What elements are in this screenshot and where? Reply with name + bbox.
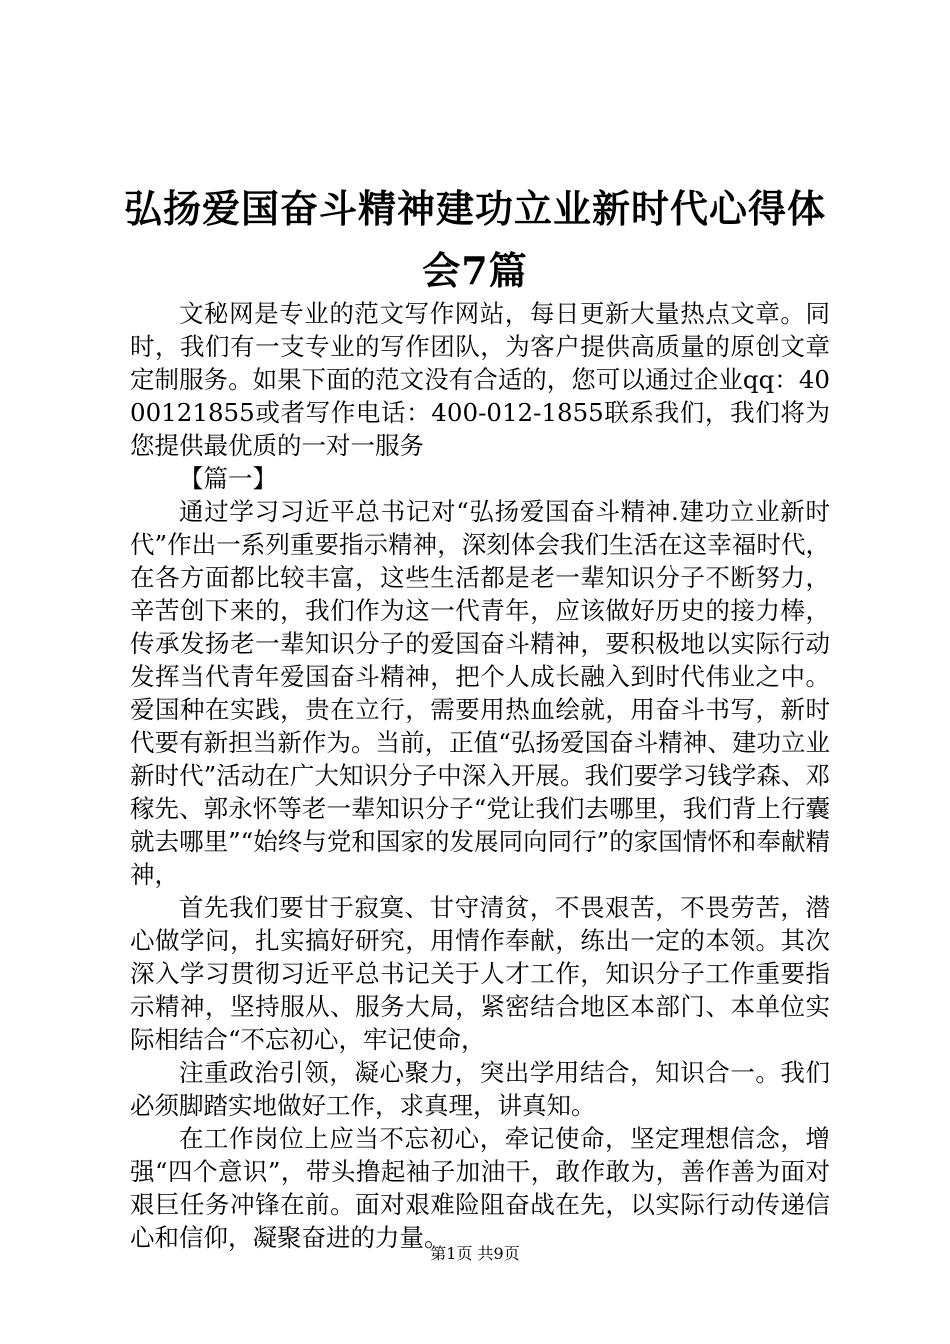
document-body bbox=[130, 297, 830, 1254]
intro-paragraph: 文秘网是专业的范文写作网站，每日更新大量热点文章。同时，我们有一支专业的写作团队，为客户提供高质量的原创文章定制服务。如果下面的范文没有合适的，您可以通过企业qq：4000121855或者写作电话：400-012-1855联系我们，我们将为您提供最优质的一对一服务 bbox=[130, 299, 830, 460]
page-number-footer: 第1页 共9页 bbox=[430, 1244, 520, 1263]
body-paragraph: 注重政治引领，凝心聚力，突出学用结合，知识合一。我们必须脚踏实地做好工作，求真理，讲真知。 bbox=[130, 1058, 830, 1120]
body-paragraph: 首先我们要甘于寂寞、甘守清贫，不畏艰苦，不畏劳苦，潜心做学问，扎实搞好研究，用情作奉献，练出一定的本领。其次深入学习贯彻习近平总书记关于人才工作，知识分子工作重要指示精神，坚持服从、服务大局，紧密结合地区本部门、本单位实际相结合“不忘初心，牢记使命， bbox=[130, 893, 830, 1054]
body-paragraph: 通过学习习近平总书记对“弘扬爱国奋斗精神.建功立业新时代”作出一系列重要指示精神，深刻体会我们生活在这幸福时代，在各方面都比较丰富，这些生活都是老一辈知识分子不断努力，辛苦创下来的，我们作为这一代青年，应该做好历史的接力棒，传承发扬老一辈知识分子的爱国奋斗精神，要积极地以实际行动发挥当代青年爱国奋斗精神，把个人成长融入到时代伟业之中。爱国种在实践，贵在立行，需要用热血绘就，用奋斗书写，新时代要有新担当新作为。当前，正值“弘扬爱国奋斗精神、建功立业新时代”活动在广大知识分子中深入开展。我们要学习钱学森、邓稼先、郭永怀等老一辈知识分子“党让我们去哪里，我们背上行囊就去哪里”“始终与党和国家的发展同向同行”的家国情怀和奉献精神， bbox=[130, 497, 830, 889]
document-title: 弘扬爱国奋斗精神建功立业新时代心得体会7篇 bbox=[123, 186, 826, 293]
body-paragraph: 在工作岗位上应当不忘初心，牵记使命，坚定理想信念，增强“四个意识”，带头撸起袖子加油干，敢作敢为，善作善为面对艰巨任务冲锋在前。面对艰难险阻奋战在先，以实际行动传递信心和信仰，凝聚奋进的力量。 bbox=[130, 1124, 830, 1252]
section-heading: 【篇一】 bbox=[179, 464, 277, 493]
